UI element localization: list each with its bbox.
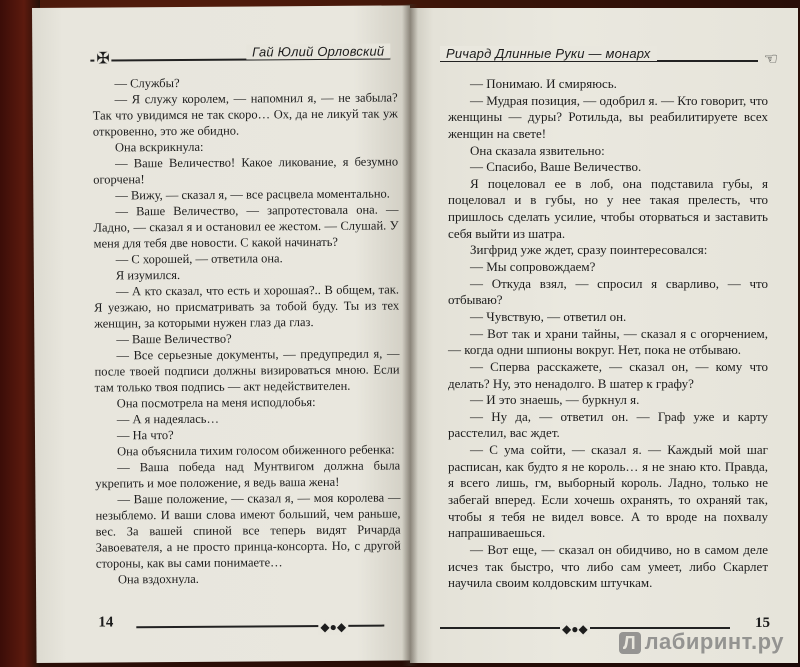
paragraph: — Ну да, — ответил он. — Граф уже и карту расстелил, вас ждет. [448,408,768,441]
paragraph: — А я надеялась… [116,411,220,427]
paragraph: — Мудрая позиция, — одобрил я. — Кто говорит, что женщины — дуры? Ротильда, вы реабилитируете всех женщин на свете! [448,92,768,141]
paragraph: — Вот еще, — сказал он обидчиво, но в самом деле исчез так быстро, что либо сам умеет, либо Скарлет научила своим колдовским штучкам. [448,541,768,591]
paragraph: — Понимаю. И смиряюсь. [470,76,617,91]
right-page-text [448,76,768,592]
paragraph: Она вздохнула. [117,571,199,587]
paragraph: — С ума сойти, — сказал я. — Каждый мой шаг расписан, как будто я не король… я не знаю кто. Правда, я всего лишь, гм, выборный король. Ладно, только не забегай вперед. Если хочешь охранять, то охраняй так, чтобы я тебя не видел вовсе. А то вроде на похвалу напрашиваешься. [448,442,768,541]
paragraph: — И это знаешь, — буркнул я. [470,392,640,408]
right-page [410,8,798,663]
ornament-icon: ✠ [96,50,110,68]
paragraph: Она вскрикнула: [114,139,204,155]
paragraph: — Мы сопровождаем? [470,259,596,275]
paragraph: — Вижу, — сказал я, — все расцвела моментально. [115,186,390,203]
paragraph: — Ваше положение, — сказал я, — моя королева — незыблемо. И ваши слова имеют больший, чем раньше, вес. За вашей спиной все теперь видят Ричарда Завоевателя, а не просто принца-консорта. Но, с другой стороны, как вы сами понимаете… [95,490,401,571]
left-page-text [92,73,401,587]
paragraph: Она сказала язвительно: [470,142,605,158]
paragraph: — Спасибо, Ваше Величество. [470,159,642,175]
paragraph: Зигфрид уже ждет, сразу поинтересовался: [470,242,708,258]
paragraph: — Ваше Величество? [116,331,232,347]
paragraph: — Службы? [114,75,180,91]
left-page [32,5,415,663]
paragraph: — Вот так и храни тайны, — сказал я с огорчением, — когда одни шпионы вокруг. Нет, пока не отбываю. [448,325,768,358]
paragraph: — Чувствую, — ответил он. [470,308,627,324]
paragraph: — Я служу королем, — напомнил я, — не забыла? Так что увидимся не так скоро… Ох, да не ликуй так уж откровенно, это же обидно. [92,90,398,139]
ornament-icon: ◆●◆ [562,622,588,636]
paragraph: — Ваша победа над Мунтвигом должна была укрепить и мое положение, я ведь ваша жена! [95,458,401,491]
page-number: 14 [98,614,114,631]
paragraph: — Все серьезные документы, — предупредил я, — после твоей подписи должны визироваться мною. Если там только твоя подпись — акт недействителен. [94,346,400,395]
ornament-icon: ◆●◆ [318,620,348,635]
running-header-title: Ричард Длинные Руки — монарх [440,46,657,61]
left-page-footer [90,612,394,636]
paragraph: Я поцеловал ее в лоб, она подставила губы, я поцеловал и в губы, но у нее такая прелесть, что пришлось сделать усилие, чтобы оторваться и заставить себя выйти из шатра. [448,175,768,241]
left-running-header [90,41,390,71]
paragraph: Она посмотрела на меня исподлобья: [116,395,316,411]
paragraph: — Ваше Величество! Какое ликование, я безумно огорчена! [93,154,399,187]
pointing-hand-icon: ☜ [763,51,778,68]
paragraph: — А кто сказал, что есть и хорошая?.. В общем, так. Я уезжаю, но присматривать за тобой буду. Ты из тех женщин, за которыми нужен глаз да глаз. [94,282,400,331]
running-header-title: Гай Юлий Орловский [246,43,390,59]
paragraph: — Откуда взял, — спросил я сварливо, — что отбываю? [448,275,768,308]
paragraph: — На что? [116,428,174,443]
watermark [619,629,784,655]
page-number: 15 [755,615,770,631]
paragraph: — С хорошей, — ответила она. [115,251,283,267]
book-gutter [402,4,418,666]
labirint-logo-icon: Л [619,632,641,654]
right-running-header [440,44,778,72]
watermark-text: лабиринт.ру [644,629,784,654]
paragraph: — Сперва расскажете, — сказал он, — кому что делать? Ну, это ненадолго. В шатер к графу? [448,358,768,391]
paragraph: Я изумился. [115,267,181,283]
paragraph: — Ваше Величество, — запротестовала она. — Ладно, — сказал я и остановил ее жестом. — Слушай. У меня для тебя две новости. С какой начинать? [93,202,399,251]
paragraph: Она объяснила тихим голосом обиженного ребенка: [117,442,395,459]
